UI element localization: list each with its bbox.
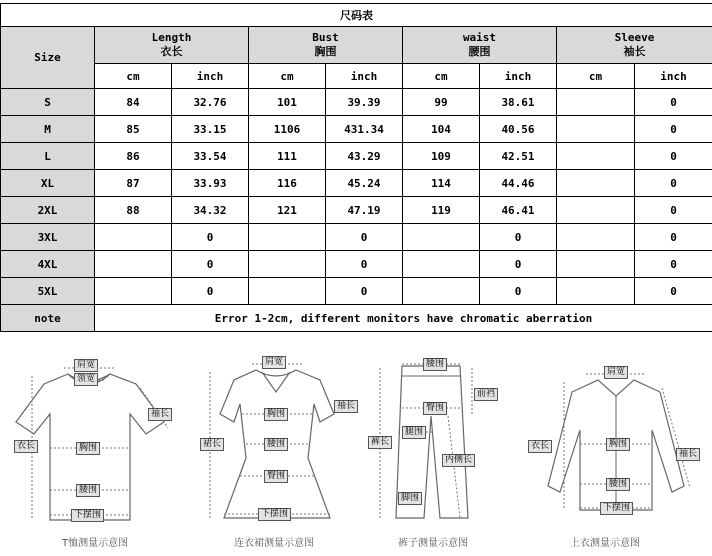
jacket-label-length: 衣长: [528, 440, 552, 453]
table-cell: 0: [172, 251, 249, 278]
unit-inch: inch: [480, 64, 557, 89]
pants-label-inseam: 内侧长: [442, 454, 475, 467]
table-cell: [557, 143, 635, 170]
table-cell: 114: [403, 170, 480, 197]
unit-inch: inch: [172, 64, 249, 89]
table-cell: 0: [480, 224, 557, 251]
table-cell: 0: [172, 278, 249, 305]
tshirt-label-waist: 腰围: [76, 484, 100, 497]
tshirt-label-shoulder: 肩宽: [74, 359, 98, 372]
unit-cm: cm: [249, 64, 326, 89]
jacket-label-sleeve: 袖长: [676, 448, 700, 461]
table-cell: 34.32: [172, 197, 249, 224]
table-row: [1, 116, 712, 143]
table-cell: 88: [95, 197, 172, 224]
unit-inch: inch: [326, 64, 403, 89]
size-cell: XL: [1, 170, 95, 197]
unit-cm: cm: [95, 64, 172, 89]
note-label: note: [1, 305, 95, 332]
dress-label-hem: 下摆围: [258, 508, 291, 521]
table-cell: 99: [403, 89, 480, 116]
table-cell: 42.51: [480, 143, 557, 170]
table-cell: [557, 224, 635, 251]
table-cell: [249, 224, 326, 251]
unit-cm: cm: [403, 64, 480, 89]
unit-row: [1, 64, 712, 89]
pants-diagram: [368, 352, 528, 552]
size-cell: 4XL: [1, 251, 95, 278]
table-row: [1, 278, 712, 305]
table-cell: [95, 224, 172, 251]
jacket-diagram: [530, 352, 710, 552]
table-cell: [557, 251, 635, 278]
tshirt-label-chest: 胸围: [76, 442, 100, 455]
pants-label-front-rise: 前裆: [474, 388, 498, 401]
table-cell: 0: [326, 278, 403, 305]
tshirt-caption: T恤测量示意图: [62, 538, 129, 549]
dress-illustration: [196, 352, 366, 552]
table-cell: 47.19: [326, 197, 403, 224]
table-cell: [557, 197, 635, 224]
table-cell: 33.54: [172, 143, 249, 170]
pants-caption: 裤子测量示意图: [398, 538, 468, 549]
table-cell: 0: [326, 224, 403, 251]
header-waist: [403, 27, 557, 64]
table-cell: 0: [172, 224, 249, 251]
table-cell: [95, 278, 172, 305]
header-waist-en: waist: [462, 31, 497, 44]
dress-label-sleeve: 袖长: [334, 400, 358, 413]
table-cell: [403, 278, 480, 305]
table-cell: 39.39: [326, 89, 403, 116]
table-cell: 0: [635, 116, 712, 143]
table-cell: 45.24: [326, 170, 403, 197]
jacket-label-waist: 腰围: [606, 478, 630, 491]
tshirt-label-collar: 领宽: [74, 373, 98, 386]
table-cell: 121: [249, 197, 326, 224]
table-cell: 109: [403, 143, 480, 170]
tshirt-label-sleeve: 袖长: [148, 408, 172, 421]
dress-label-shoulder: 肩宽: [262, 356, 286, 369]
unit-inch: inch: [635, 64, 712, 89]
table-cell: 0: [635, 143, 712, 170]
table-cell: [249, 278, 326, 305]
size-cell: L: [1, 143, 95, 170]
size-cell: 5XL: [1, 278, 95, 305]
size-cell: M: [1, 116, 95, 143]
size-table: [0, 3, 712, 332]
table-cell: 44.46: [480, 170, 557, 197]
table-title: 尺码表: [1, 4, 712, 27]
dress-label-hip: 臀围: [264, 470, 288, 483]
pants-label-hip: 臀围: [423, 402, 447, 415]
tshirt-label-length: 衣长: [14, 440, 38, 453]
table-cell: [557, 89, 635, 116]
table-cell: 0: [480, 278, 557, 305]
dress-caption: 连衣裙测量示意图: [234, 538, 314, 549]
table-cell: 84: [95, 89, 172, 116]
header-length-cn: 衣长: [160, 45, 183, 58]
dress-label-chest: 胸围: [264, 408, 288, 421]
header-bust: [249, 27, 403, 64]
table-cell: [249, 251, 326, 278]
header-length-en: Length: [151, 31, 192, 44]
table-cell: 33.93: [172, 170, 249, 197]
jacket-label-shoulder: 肩宽: [604, 366, 628, 379]
table-cell: 111: [249, 143, 326, 170]
table-cell: 33.15: [172, 116, 249, 143]
size-cell: 3XL: [1, 224, 95, 251]
table-cell: 40.56: [480, 116, 557, 143]
header-waist-cn: 腰围: [468, 45, 491, 58]
size-cell: S: [1, 89, 95, 116]
table-cell: 0: [326, 251, 403, 278]
table-cell: 0: [635, 224, 712, 251]
header-sleeve-en: Sleeve: [614, 31, 655, 44]
table-cell: 46.41: [480, 197, 557, 224]
table-cell: 0: [635, 278, 712, 305]
table-cell: 0: [635, 170, 712, 197]
table-cell: 0: [480, 251, 557, 278]
header-sleeve: [557, 27, 712, 64]
pants-label-waist: 腰围: [423, 358, 447, 371]
table-cell: [557, 278, 635, 305]
table-cell: [557, 170, 635, 197]
unit-cm: cm: [557, 64, 635, 89]
header-sleeve-cn: 袖长: [623, 45, 646, 58]
jacket-label-hem: 下摆围: [600, 502, 633, 515]
table-cell: [403, 224, 480, 251]
size-cell: 2XL: [1, 197, 95, 224]
table-cell: 431.34: [326, 116, 403, 143]
table-cell: [403, 251, 480, 278]
jacket-caption: 上衣测量示意图: [570, 538, 640, 549]
table-cell: 86: [95, 143, 172, 170]
tshirt-label-hem: 下摆围: [71, 509, 104, 522]
table-cell: 119: [403, 197, 480, 224]
size-header: Size: [1, 27, 95, 89]
pants-illustration: [368, 352, 528, 552]
table-cell: 101: [249, 89, 326, 116]
table-row: [1, 197, 712, 224]
pants-label-leg-opening: 脚围: [398, 492, 422, 505]
table-cell: [95, 251, 172, 278]
table-row: [1, 143, 712, 170]
dress-label-length: 裙长: [200, 438, 224, 451]
dress-diagram: [196, 352, 366, 552]
table-cell: 87: [95, 170, 172, 197]
header-bust-en: Bust: [312, 31, 339, 44]
table-cell: [557, 116, 635, 143]
table-row: [1, 170, 712, 197]
table-cell: 0: [635, 197, 712, 224]
dress-label-waist: 腰围: [264, 438, 288, 451]
pants-label-thigh: 腿围: [402, 426, 426, 439]
table-cell: 104: [403, 116, 480, 143]
table-cell: 32.76: [172, 89, 249, 116]
table-cell: 1106: [249, 116, 326, 143]
table-cell: 116: [249, 170, 326, 197]
note-row: [1, 305, 712, 332]
jacket-label-chest: 胸围: [606, 438, 630, 451]
table-cell: 38.61: [480, 89, 557, 116]
table-cell: 85: [95, 116, 172, 143]
header-bust-cn: 胸围: [314, 45, 337, 58]
table-cell: 0: [635, 251, 712, 278]
header-length: [95, 27, 249, 64]
pants-label-length: 裤长: [368, 436, 392, 449]
table-row: [1, 89, 712, 116]
table-cell: 43.29: [326, 143, 403, 170]
tshirt-diagram: [8, 352, 178, 552]
note-text: Error 1-2cm, different monitors have chromatic aberration: [95, 305, 712, 332]
table-row: [1, 251, 712, 278]
table-row: [1, 224, 712, 251]
table-cell: 0: [635, 89, 712, 116]
